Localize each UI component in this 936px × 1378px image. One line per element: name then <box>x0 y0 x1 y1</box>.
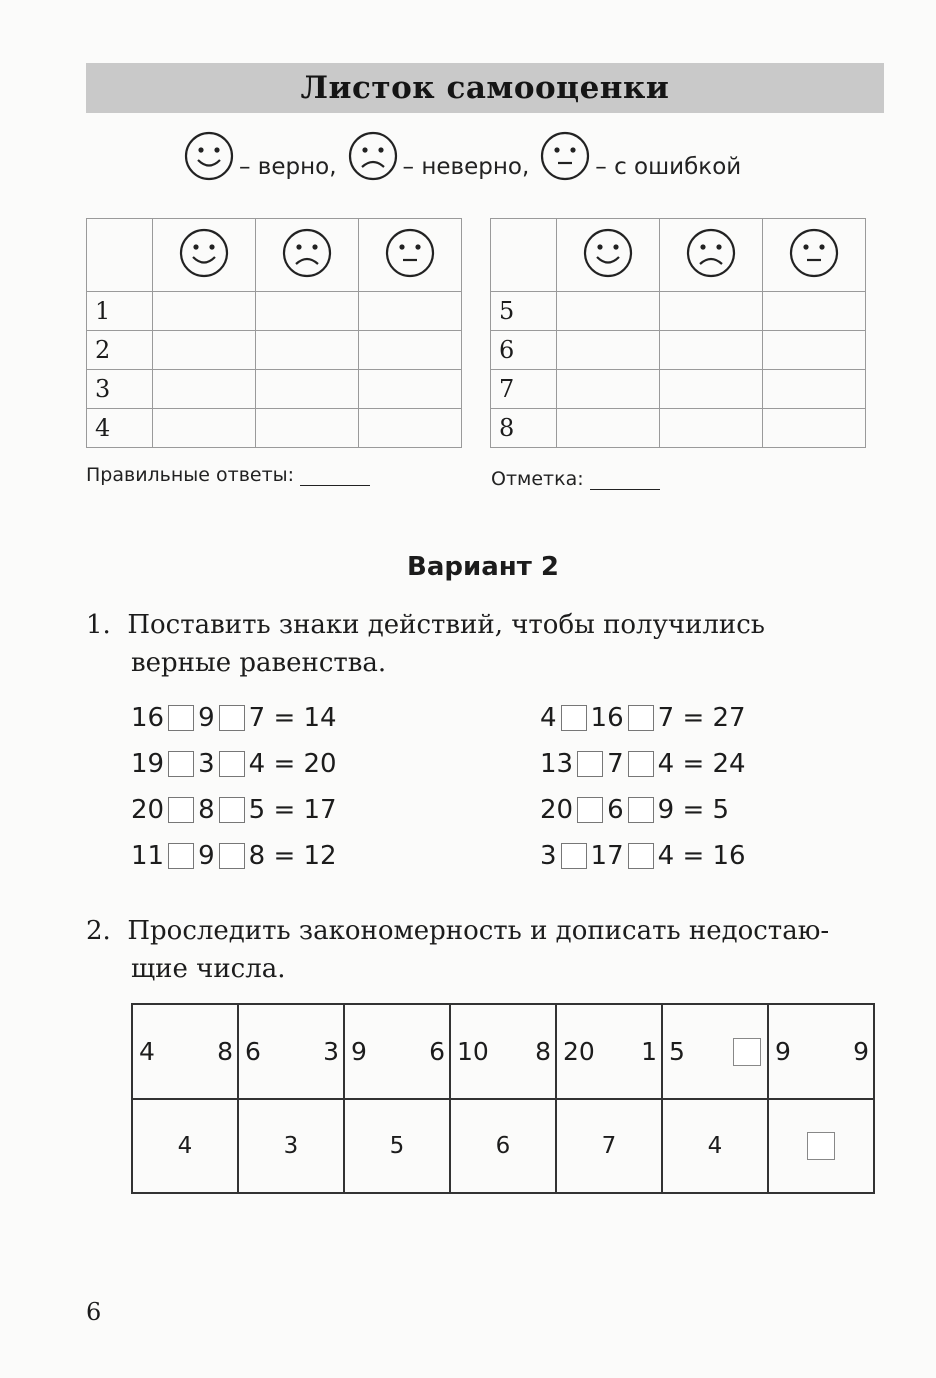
equation: 11 9 8 = 12 <box>131 841 337 871</box>
answer-cell[interactable] <box>660 292 763 331</box>
task-1-line-2: верные равенства. <box>131 648 387 678</box>
answer-cell[interactable] <box>359 370 462 409</box>
equation: 19 3 4 = 20 <box>131 749 337 779</box>
answer-cell[interactable] <box>557 409 660 448</box>
sign-box[interactable] <box>561 705 587 731</box>
table-row <box>87 331 462 370</box>
missing-number-box[interactable] <box>807 1132 835 1160</box>
smile-icon <box>582 264 634 283</box>
pattern-cell: 5 <box>344 1099 450 1193</box>
answer-cell[interactable] <box>660 370 763 409</box>
equation: 20 8 5 = 17 <box>131 795 337 825</box>
equation: 13 7 4 = 24 <box>540 749 746 779</box>
variant-heading: Вариант 2 <box>407 552 559 582</box>
task-1-text <box>86 606 765 644</box>
pattern-cell <box>768 1099 874 1193</box>
correct-answers-field <box>86 464 370 486</box>
answer-cell[interactable] <box>660 409 763 448</box>
answer-cell[interactable] <box>153 409 256 448</box>
neutral-icon <box>788 264 840 283</box>
pattern-cell: 4 <box>132 1099 238 1193</box>
task-line: Проследить закономерность и дописать недостаю- <box>127 916 830 946</box>
table-row <box>491 292 866 331</box>
sign-box[interactable] <box>219 705 245 731</box>
answer-cell[interactable] <box>557 331 660 370</box>
grade-field <box>491 468 660 490</box>
smile-icon <box>183 130 235 188</box>
answer-cell[interactable] <box>359 409 462 448</box>
row-number: 4 <box>87 409 153 448</box>
equation: 3 17 4 = 16 <box>540 841 746 871</box>
answer-cell[interactable] <box>153 331 256 370</box>
task-2-line-2: щие числа. <box>131 954 286 984</box>
table-row <box>87 292 462 331</box>
equation: 4 16 7 = 27 <box>540 703 746 733</box>
equation: 16 9 7 = 14 <box>131 703 337 733</box>
pattern-cell: 9 9 <box>768 1004 874 1099</box>
smile-icon <box>178 264 230 283</box>
pattern-cell: 7 <box>556 1099 662 1193</box>
answer-cell[interactable] <box>153 370 256 409</box>
legend-wrong-label: – неверно, <box>402 154 530 180</box>
correct-answers-blank[interactable] <box>300 467 370 486</box>
sign-box[interactable] <box>628 705 654 731</box>
sign-box[interactable] <box>168 751 194 777</box>
table-row <box>491 370 866 409</box>
answer-cell[interactable] <box>763 409 866 448</box>
table-row <box>491 331 866 370</box>
answer-cell[interactable] <box>763 370 866 409</box>
missing-number-box[interactable] <box>733 1038 761 1066</box>
pattern-cell: 20 1 <box>556 1004 662 1099</box>
sign-box[interactable] <box>219 843 245 869</box>
sad-icon <box>347 130 399 188</box>
neutral-icon <box>384 264 436 283</box>
task-2-text <box>86 912 829 950</box>
answer-cell[interactable] <box>256 370 359 409</box>
answer-cell[interactable] <box>660 331 763 370</box>
page-number: 6 <box>86 1298 102 1326</box>
grade-blank[interactable] <box>590 471 660 490</box>
pattern-cell: 4 <box>662 1099 768 1193</box>
row-number: 6 <box>491 331 557 370</box>
sign-box[interactable] <box>168 797 194 823</box>
sign-box[interactable] <box>168 843 194 869</box>
equations-right <box>540 698 746 876</box>
pattern-table <box>131 1003 875 1194</box>
task-line: Поставить знаки действий, чтобы получились <box>127 610 765 640</box>
answer-cell[interactable] <box>256 409 359 448</box>
equation: 20 6 9 = 5 <box>540 795 730 825</box>
table-row <box>87 409 462 448</box>
self-check-table-left <box>86 218 462 448</box>
answer-cell[interactable] <box>557 292 660 331</box>
sad-icon <box>281 264 333 283</box>
pattern-cell: 9 6 <box>344 1004 450 1099</box>
row-number: 5 <box>491 292 557 331</box>
sad-icon <box>685 264 737 283</box>
equations-left <box>131 698 337 876</box>
row-number: 1 <box>87 292 153 331</box>
answer-cell[interactable] <box>557 370 660 409</box>
sign-box[interactable] <box>168 705 194 731</box>
row-number: 8 <box>491 409 557 448</box>
answer-cell[interactable] <box>763 292 866 331</box>
legend-mistake-label: – с ошибкой <box>595 154 742 180</box>
answer-cell[interactable] <box>359 292 462 331</box>
pattern-cell: 5 <box>662 1004 768 1099</box>
answer-cell[interactable] <box>256 331 359 370</box>
table-row <box>491 409 866 448</box>
sign-box[interactable] <box>628 797 654 823</box>
row-number: 2 <box>87 331 153 370</box>
self-check-table-right <box>490 218 866 448</box>
task-number: 1. <box>86 610 111 640</box>
answer-cell[interactable] <box>153 292 256 331</box>
sign-box[interactable] <box>561 843 587 869</box>
grade-label: Отметка: <box>491 468 584 490</box>
sign-box[interactable] <box>577 751 603 777</box>
pattern-cell: 10 8 <box>450 1004 556 1099</box>
page-title: Листок самооценки <box>86 63 884 113</box>
neutral-icon <box>539 130 591 188</box>
row-number: 3 <box>87 370 153 409</box>
sign-box[interactable] <box>219 751 245 777</box>
answer-cell[interactable] <box>359 331 462 370</box>
pattern-cell: 6 <box>450 1099 556 1193</box>
pattern-cell: 6 3 <box>238 1004 344 1099</box>
answer-cell[interactable] <box>256 292 359 331</box>
table-row <box>87 370 462 409</box>
pattern-cell: 3 <box>238 1099 344 1193</box>
legend-correct-label: – верно, <box>239 154 337 180</box>
row-number: 7 <box>491 370 557 409</box>
answer-cell[interactable] <box>763 331 866 370</box>
sign-box[interactable] <box>628 751 654 777</box>
task-number: 2. <box>86 916 111 946</box>
sign-box[interactable] <box>219 797 245 823</box>
legend <box>183 128 751 190</box>
pattern-cell: 4 8 <box>132 1004 238 1099</box>
sign-box[interactable] <box>628 843 654 869</box>
correct-answers-label: Правильные ответы: <box>86 464 295 486</box>
sign-box[interactable] <box>577 797 603 823</box>
